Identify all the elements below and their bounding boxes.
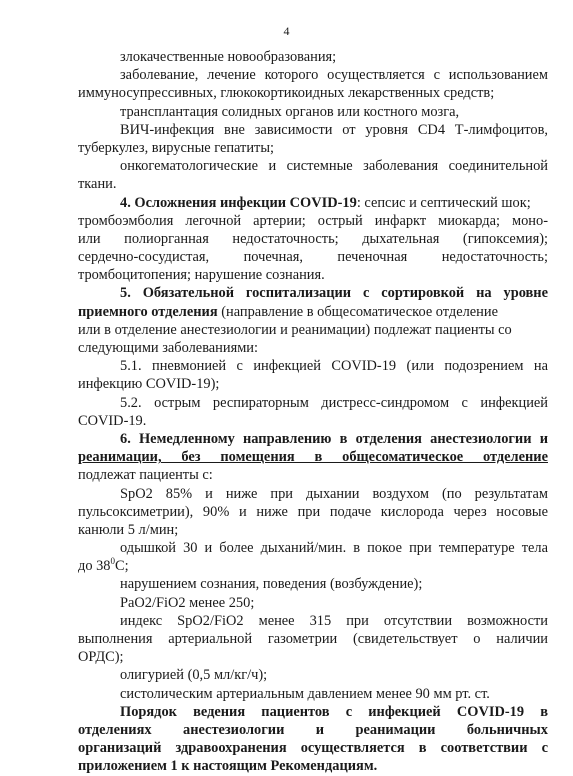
text-line: ВИЧ-инфекция вне зависимости от уровня CD4 Т-лимфоцитов, bbox=[120, 121, 548, 138]
text-line: нарушением сознания, поведения (возбуждение); bbox=[120, 576, 423, 593]
text-line: или полиорганная недостаточность; дыхательная (гипоксемия); bbox=[78, 230, 548, 247]
text-line: SpO2 85% и ниже при дыхании воздухом (по результатам bbox=[120, 485, 548, 502]
text-span: (направление в общесоматическое отделение bbox=[217, 303, 498, 320]
text-span: С; bbox=[115, 558, 129, 575]
text-line: туберкулез, вирусные гепатиты; bbox=[78, 139, 274, 156]
section-5-heading: 5. Обязательной госпитализации с сортировкой на уровне bbox=[120, 285, 548, 302]
text-line: иммуносупрессивных, глюкокортикоидных лекарственных средств; bbox=[78, 85, 495, 102]
text-line: сердечно-сосудистая, почечная, печеночная недостаточность; bbox=[78, 249, 548, 266]
text-line: онкогематологические и системные заболевания соединительной bbox=[120, 158, 548, 175]
procedure-line: приложением 1 к настоящим Рекомендациям. bbox=[78, 758, 378, 775]
text-line: тромбоэмболия легочной артерии; острый инфаркт миокарда; моно- bbox=[78, 212, 548, 229]
text-line: ткани. bbox=[78, 176, 117, 193]
text-span: : сепсис и септический шок; bbox=[356, 194, 531, 211]
section-5-second-line bbox=[78, 303, 548, 321]
section-6-heading: 6. Немедленному направлению в отделения анестезиологии и bbox=[120, 430, 548, 447]
page-number: 4 bbox=[283, 24, 290, 38]
text-line: или в отделение анестезиологии и реанимации) подлежат пациенты со bbox=[78, 321, 512, 338]
section-6-heading-continued: реанимации, без помещения в общесоматическое отделение bbox=[78, 449, 548, 466]
text-line: заболевание, лечение которого осуществляется с использованием bbox=[120, 67, 548, 84]
text-line: следующими заболеваниями: bbox=[78, 340, 259, 356]
document-body bbox=[78, 48, 548, 776]
text-line bbox=[78, 557, 548, 575]
section-4-heading: 4. Осложнения инфекции COVID-19 bbox=[120, 194, 357, 211]
text-line: индекс SpO2/FiO2 менее 315 при отсутствии возможности bbox=[120, 612, 548, 629]
text-span: до 38 bbox=[78, 558, 111, 575]
text-line: 5.1. пневмонией с инфекцией COVID-19 (или подозрением на bbox=[120, 358, 548, 375]
text-line: инфекцию COVID-19); bbox=[78, 376, 220, 393]
text-line: ОРДС); bbox=[78, 649, 124, 666]
text-line: подлежат пациенты с: bbox=[78, 467, 213, 484]
procedure-line: отделениях анестезиологии и реанимации больничных bbox=[78, 721, 548, 738]
text-line: пульсоксиметрии), 90% и ниже при подаче кислорода через носовые bbox=[78, 503, 548, 520]
section-5-heading-continued: приемного отделения bbox=[78, 303, 218, 320]
text-line: трансплантация солидных органов или костного мозга, bbox=[120, 103, 460, 120]
text-line: выполнения артериальной газометрии (свидетельствует о наличии bbox=[78, 631, 548, 647]
superscript: 0 bbox=[110, 557, 116, 567]
text-line: тромбоцитопения; нарушение сознания. bbox=[78, 267, 325, 284]
text-line: систолическим артериальным давлением менее 90 мм рт. ст. bbox=[120, 685, 490, 702]
text-line: злокачественные новообразования; bbox=[120, 49, 337, 65]
procedure-line: Порядок ведения пациентов с инфекцией COVID-19 в bbox=[120, 703, 548, 720]
text-line: одышкой 30 и более дыханий/мин. в покое при температуре тела bbox=[120, 540, 548, 557]
procedure-line: организаций здравоохранения осуществляется в соответствии с bbox=[78, 740, 548, 757]
text-line: канюли 5 л/мин; bbox=[78, 521, 179, 538]
text-line: COVID-19. bbox=[78, 412, 147, 429]
text-line: олигурией (0,5 мл/кг/ч); bbox=[120, 667, 268, 684]
section-4-first-line bbox=[78, 194, 548, 212]
text-line: 5.2. острым респираторным дистресс-синдромом с инфекцией bbox=[120, 394, 548, 411]
text-line: PaO2/FiO2 менее 250; bbox=[120, 594, 255, 611]
